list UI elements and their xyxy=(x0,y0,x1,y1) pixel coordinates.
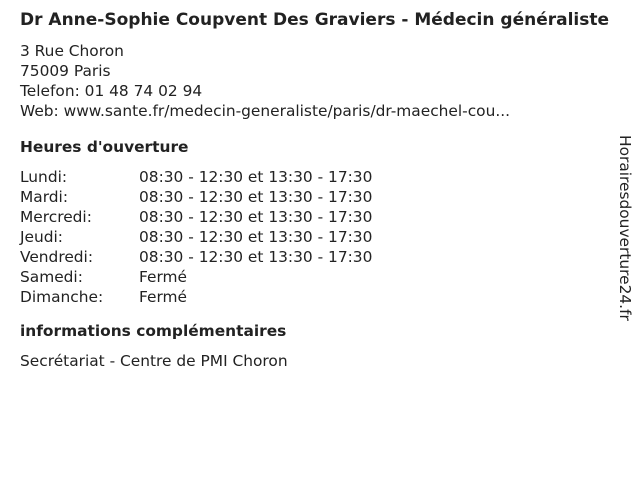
hours-day: Jeudi: xyxy=(20,228,63,246)
hours-row-sunday xyxy=(20,287,616,307)
hours-row-tuesday xyxy=(20,187,616,207)
hours-row-friday xyxy=(20,247,616,267)
hours-day: Dimanche: xyxy=(20,288,104,306)
hours-day: Mardi: xyxy=(20,188,68,206)
hours-time: 08:30 - 12:30 et 13:30 - 17:30 xyxy=(139,208,373,226)
hours-day: Samedi: xyxy=(20,268,83,286)
hours-day: Lundi: xyxy=(20,168,68,186)
hours-row-saturday xyxy=(20,267,616,287)
hours-day: Vendredi: xyxy=(20,248,94,266)
doctor-title: Dr Anne-Sophie Coupvent Des Graviers - Médecin généraliste xyxy=(20,10,610,30)
opening-hours-heading: Heures d'ouverture xyxy=(20,138,189,156)
hours-time: 08:30 - 12:30 et 13:30 - 17:30 xyxy=(139,188,373,206)
hours-time: 08:30 - 12:30 et 13:30 - 17:30 xyxy=(139,228,373,246)
business-details xyxy=(20,9,616,371)
hours-day: Mercredi: xyxy=(20,208,92,226)
hours-row-monday xyxy=(20,167,616,187)
phone-number[interactable]: Telefon: 01 48 74 02 94 xyxy=(20,82,203,100)
additional-info-heading: informations complémentaires xyxy=(20,322,287,340)
hours-row-thursday xyxy=(20,227,616,247)
website-link[interactable]: Web: www.sante.fr/medecin-generaliste/paris/dr-maechel-cou... xyxy=(20,102,511,120)
opening-hours-table xyxy=(20,167,616,307)
city-address: 75009 Paris xyxy=(20,62,111,80)
site-watermark: Horairesdouverture24.fr xyxy=(616,135,634,321)
hours-time: 08:30 - 12:30 et 13:30 - 17:30 xyxy=(139,248,373,266)
hours-time: 08:30 - 12:30 et 13:30 - 17:30 xyxy=(139,168,373,186)
additional-info-text: Secrétariat - Centre de PMI Choron xyxy=(20,352,288,370)
hours-time: Fermé xyxy=(139,288,187,306)
hours-row-wednesday xyxy=(20,207,616,227)
address-block xyxy=(20,41,616,121)
street-address: 3 Rue Choron xyxy=(20,42,124,60)
hours-time: Fermé xyxy=(139,268,187,286)
